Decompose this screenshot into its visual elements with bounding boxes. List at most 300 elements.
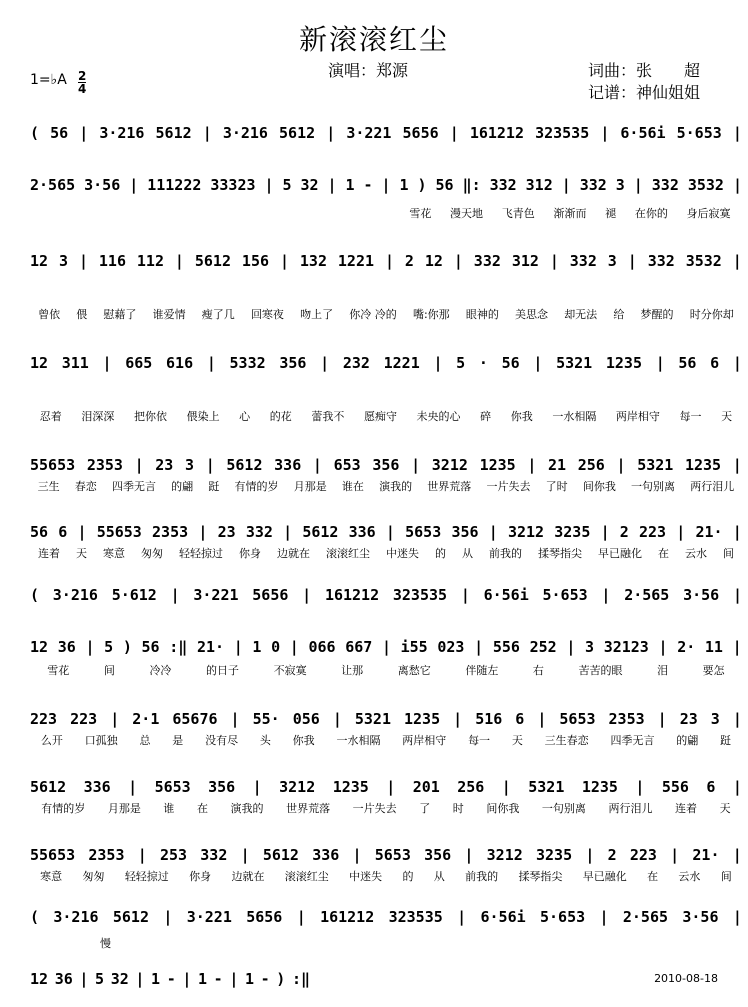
note-group: 311 [61, 354, 89, 372]
note-group: | [198, 523, 208, 541]
note-group: | [384, 252, 394, 270]
note-group: | [670, 846, 680, 864]
note-group: 0 [271, 638, 281, 656]
lyric-word: 一片失去 [352, 802, 397, 815]
note-group: 36 [57, 638, 76, 656]
lyric-word: 总 [139, 734, 151, 747]
note-group: 6·56i [480, 908, 526, 926]
lyric-word: 要怎 [702, 664, 725, 677]
note-group: 1235 [404, 710, 441, 728]
note-group: 556 [492, 638, 520, 656]
note-group: 21· [692, 846, 720, 864]
note-group: 336 [83, 778, 111, 796]
note-group: | [488, 523, 498, 541]
note-group: 3532 [685, 252, 722, 270]
note-group: | [658, 638, 668, 656]
lyric-word: 在你的 [634, 207, 668, 220]
note-group: | [302, 586, 312, 604]
note-group: 1 [151, 970, 161, 988]
note-group: 5 [104, 638, 114, 656]
lyric-word: 从 [462, 547, 473, 560]
note-group: 5·653 [542, 586, 588, 604]
lyric-word: 寒意 [40, 870, 63, 883]
lyric-word: 月那是 [107, 802, 141, 815]
note-group: 253 [159, 846, 188, 864]
note-group: 3·56 [84, 176, 121, 194]
note-group: | [453, 252, 463, 270]
lyric-word: 褪 [605, 207, 617, 220]
lyric-word: 早已融化 [598, 547, 642, 560]
note-group: 2 [404, 252, 414, 270]
note-group: 356 [208, 778, 236, 796]
note-group: 33323 [210, 176, 256, 194]
note-group: 2 [607, 846, 617, 864]
notation [30, 770, 742, 796]
lyric-word: 轻轻掠过 [179, 547, 223, 560]
note-group: 55653 [30, 456, 76, 474]
note-group: 12 [30, 354, 49, 372]
time-signature [78, 70, 86, 95]
note-group: | [453, 710, 463, 728]
score-line-1 [30, 116, 742, 152]
note-group: | [381, 176, 391, 194]
note-group: | [332, 710, 342, 728]
lyric-line-11 [30, 868, 742, 904]
lyric-word: 前我的 [489, 547, 522, 560]
notation [30, 515, 742, 541]
lyric-word: 泪 [657, 664, 669, 677]
note-group: 3 [585, 638, 595, 656]
note-group: | [464, 846, 474, 864]
lyric-line-6 [30, 545, 742, 581]
note-group: 32 [110, 970, 129, 988]
note-group: 556 [661, 778, 689, 796]
note-group: | [601, 586, 611, 604]
lyric-word: 偎染上 [186, 410, 220, 423]
note-group: | [732, 523, 742, 541]
lyric-word: 边就在 [277, 547, 310, 560]
note-group: | [732, 354, 742, 372]
key-signature: 1=♭A [30, 72, 67, 88]
note-group: 5321 [528, 778, 565, 796]
note-group: 2353 [86, 456, 123, 474]
note-group: 1235 [605, 354, 642, 372]
note-group: 55· [252, 710, 280, 728]
lyric-word: 嘴:你那 [412, 308, 450, 321]
lyric-word: 未央的心 [416, 410, 461, 423]
lyrics [30, 732, 742, 748]
note-group: 21· [196, 638, 225, 656]
lyric-word: 你我 [292, 734, 315, 747]
note-group: | [474, 638, 484, 656]
note-group: ‖: [462, 176, 481, 194]
note-group: 2353 [608, 710, 645, 728]
note-group: 5656 [246, 908, 283, 926]
note-group: | [381, 638, 391, 656]
date-stamp: 2010-08-18 [654, 972, 718, 985]
note-group: 332 [200, 846, 228, 864]
note-group: | [386, 778, 396, 796]
lyric-word: 了 [419, 802, 431, 815]
lyric-word: 从 [433, 870, 445, 883]
notation [30, 578, 742, 604]
lyric-word: 的翩 [676, 734, 699, 747]
lyric-word: 滚滚红尘 [284, 870, 329, 883]
note-group: | [732, 252, 742, 270]
note-group: | [627, 252, 637, 270]
note-group: 323535 [392, 586, 448, 604]
note-group: | [102, 354, 112, 372]
note-group: | [600, 523, 610, 541]
note-group: | [457, 908, 467, 926]
lyric-word: 梦醒的 [640, 308, 674, 321]
note-group: ( [30, 586, 40, 604]
lyric-word: 蕾我不 [311, 410, 345, 423]
note-group: 3 [710, 710, 720, 728]
lyric-word: 两行泪儿 [608, 802, 653, 815]
note-group: | [182, 970, 192, 988]
notation [30, 448, 742, 474]
note-group: i55 [400, 638, 428, 656]
composer-credit: 词曲：张 超 [588, 61, 701, 80]
lyric-line-2 [400, 205, 740, 241]
lyric-word: 演我的 [379, 480, 413, 493]
meter-bottom: 4 [78, 82, 87, 96]
note-group: 5321 [556, 354, 593, 372]
lyrics [30, 868, 742, 884]
notation [30, 838, 742, 864]
lyric-word: 不寂寞 [273, 664, 307, 677]
note-group: 5656 [402, 124, 439, 142]
note-group: | [633, 176, 643, 194]
lyric-word: 一片失去 [486, 480, 531, 493]
note-group: | [732, 456, 742, 474]
lyric-word: 伴随左 [465, 664, 499, 677]
note-group: 1235 [479, 456, 516, 474]
note-group: | [549, 252, 559, 270]
note-group: 5·653 [540, 908, 586, 926]
note-group: 3 [58, 252, 69, 270]
lyrics [30, 306, 742, 322]
lyric-line-10 [30, 800, 742, 836]
note-group: 55653 [96, 523, 142, 541]
lyric-word: 回寒夜 [250, 308, 284, 321]
note-group: 6·56i [620, 124, 666, 142]
note-group: | [411, 456, 421, 474]
lyric-word: 离愁它 [397, 664, 431, 677]
lyric-word: 演我的 [230, 802, 264, 815]
note-group: | [616, 456, 626, 474]
note-group: 223 [70, 710, 98, 728]
note-group: ( [30, 908, 40, 926]
lyric-word: 眼神的 [465, 308, 499, 321]
note-group: 1235 [332, 778, 369, 796]
note-group: 323535 [535, 124, 590, 142]
note-group: 6 [58, 523, 68, 541]
lyric-line-8 [30, 662, 742, 698]
note-group: · [478, 354, 488, 372]
lyric-word: 四季无言 [610, 734, 655, 747]
lyric-word: 你我 [510, 410, 533, 423]
lyric-word: 苦苦的眼 [578, 664, 623, 677]
notation [30, 702, 742, 728]
lyric-word: 连着 [675, 802, 698, 815]
lyric-word: 时 [452, 802, 464, 815]
note-group: | [137, 846, 147, 864]
note-group: 56 [678, 354, 697, 372]
lyric-word: 头 [259, 734, 271, 747]
note-group: | [352, 846, 362, 864]
note-group: | [163, 908, 173, 926]
note-group: 2353 [152, 523, 189, 541]
note-group: 5321 [637, 456, 674, 474]
lyric-word: 的 [435, 547, 446, 560]
note-group: 161212 [320, 908, 375, 926]
lyric-word: 跹 [208, 480, 220, 493]
lyric-word: 慰藉了 [103, 308, 137, 321]
lyric-word: 早已融化 [582, 870, 627, 883]
singer-credit: 演唱：郑源 [328, 61, 409, 80]
lyric-word: 雪花 [409, 207, 432, 220]
note-group: | [135, 970, 145, 988]
lyric-word: 愿痴守 [363, 410, 397, 423]
note-group: 11 [704, 638, 723, 656]
lyric-word: 边就在 [231, 870, 265, 883]
score-line-2 [30, 168, 742, 204]
lyric-word: 了时 [545, 480, 568, 493]
notation [30, 116, 742, 142]
note-group: 356 [451, 523, 479, 541]
note-group: 332 [245, 523, 273, 541]
note-group: 252 [529, 638, 557, 656]
lyric-word: 谁爱情 [152, 308, 186, 321]
note-group: 3235 [536, 846, 573, 864]
note-group: | [599, 908, 609, 926]
lyric-word: 谁 [163, 802, 175, 815]
note-group: 1 [198, 970, 208, 988]
lyric-word: 间 [103, 664, 115, 677]
note-group: 2 [619, 523, 629, 541]
note-group: | [732, 586, 742, 604]
note-group: | [527, 456, 537, 474]
lyric-word: 天 [719, 802, 731, 815]
notation [30, 630, 742, 656]
note-group: 3 [615, 176, 625, 194]
note-group: 2·565 [624, 586, 670, 604]
lyric-line-4 [30, 408, 742, 444]
lyric-word: 揉琴指尖 [518, 870, 563, 883]
note-group: 5612 [30, 778, 67, 796]
note-group: 56 [30, 523, 49, 541]
note-group: 23 [217, 523, 236, 541]
lyric-word: 渐渐而 [553, 207, 587, 220]
note-group: 3212 [431, 456, 468, 474]
note-group: 2353 [88, 846, 125, 864]
lyrics [30, 662, 742, 678]
note-group: 3235 [554, 523, 591, 541]
note-group: 5·612 [111, 586, 157, 604]
lyric-word: 一句别离 [631, 480, 676, 493]
lyric-word: 一水相隔 [336, 734, 381, 747]
note-group: 1221 [383, 354, 420, 372]
lyric-word: 世界荒落 [427, 480, 472, 493]
note-group: 3212 [279, 778, 316, 796]
lyric-word: 连着 [38, 547, 60, 560]
note-group: | [732, 710, 742, 728]
lyric-word: 匆匆 [141, 547, 163, 560]
note-group: | [732, 176, 742, 194]
note-group: | [327, 176, 337, 194]
note-group: ( [30, 124, 40, 142]
song-title: 新滚滚红尘 [298, 23, 449, 56]
note-group: | [289, 638, 299, 656]
note-group: 21· [695, 523, 723, 541]
lyric-word: 瘦了几 [201, 308, 235, 321]
note-group: 256 [457, 778, 485, 796]
note-group: | [655, 354, 665, 372]
note-group: 336 [274, 456, 302, 474]
note-group: | [561, 176, 571, 194]
lyric-word: 么开 [40, 734, 63, 747]
lyric-word: 间 [720, 870, 732, 883]
note-group: 256 [577, 456, 605, 474]
note-group: 616 [166, 354, 194, 372]
lyric-word: 云水 [678, 870, 701, 883]
note-group: 3212 [486, 846, 523, 864]
note-group: 56 [501, 354, 520, 372]
note-group: 1221 [337, 252, 375, 270]
note-group: | [134, 456, 144, 474]
lyric-word: 中迷失 [386, 547, 419, 560]
lyric-word: 每一 [679, 410, 702, 423]
note-group: 5 [282, 176, 292, 194]
note-group: 223 [629, 846, 657, 864]
note-group: - [166, 970, 176, 988]
note-group: | [312, 456, 322, 474]
note-group: 665 [125, 354, 153, 372]
lyric-line-9 [30, 732, 742, 768]
note-group: 3·216 [99, 124, 145, 142]
note-group: 23 [155, 456, 174, 474]
note-group: 12 [30, 638, 49, 656]
lyric-word: 中迷失 [349, 870, 383, 883]
note-group: | [320, 354, 330, 372]
note-group: | [79, 970, 89, 988]
lyric-word: 把你依 [133, 410, 167, 423]
score-line-8 [30, 630, 742, 666]
lyric-word: 间 [723, 547, 734, 560]
notation [30, 962, 310, 988]
note-group: :‖ [169, 638, 188, 656]
lyric-word: 给 [613, 308, 625, 321]
note-group: 6 [710, 354, 720, 372]
note-group: 56 [141, 638, 160, 656]
note-group: 5612 [262, 846, 299, 864]
lyric-word: 却无法 [564, 308, 598, 321]
note-group: | [585, 846, 595, 864]
lyric-word: 让那 [341, 664, 364, 677]
note-group: 6 [706, 778, 716, 796]
note-group: 112 [136, 252, 164, 270]
lyric-word: 的日子 [206, 664, 240, 677]
note-group: | [283, 523, 293, 541]
note-group: | [79, 124, 89, 142]
note-group: 5612 [155, 124, 192, 142]
note-group: 066 [308, 638, 336, 656]
note-group: 3·221 [186, 908, 232, 926]
note-group: 201 [412, 778, 440, 796]
lyric-word: 轻轻掠过 [124, 870, 169, 883]
lyric-word: 在 [658, 547, 669, 560]
note-group: | [635, 778, 645, 796]
note-group: 111222 [147, 176, 202, 194]
lyric-word: 时分你却 [689, 308, 734, 321]
note-group: 56 [50, 124, 69, 142]
lyric-word: 世界荒落 [286, 802, 331, 815]
note-group: 116 [98, 252, 126, 270]
note-group: 332 [569, 252, 597, 270]
lyric-word: 一句别离 [541, 802, 586, 815]
note-group: - [260, 970, 270, 988]
note-group: ) [122, 638, 132, 656]
lyric-word: 有情的岁 [234, 480, 279, 493]
note-group: 55653 [30, 846, 76, 864]
note-group: 5612 [279, 124, 316, 142]
note-group: | [252, 778, 262, 796]
note-group: 5612 [112, 908, 149, 926]
note-group: 232 [342, 354, 370, 372]
note-group: 332 [651, 176, 679, 194]
notation [30, 900, 742, 926]
note-group: 6 [515, 710, 525, 728]
note-group: | [433, 354, 443, 372]
note-group: ) [276, 970, 286, 988]
score-line-4 [30, 346, 742, 382]
note-group: 5656 [252, 586, 289, 604]
note-group: | [77, 523, 87, 541]
lyric-word: 两岸相守 [615, 410, 660, 423]
lyric-word: 美思念 [515, 308, 549, 321]
note-group: 12 [424, 252, 443, 270]
note-group: 5612 [226, 456, 263, 474]
lyric-word: 两岸相守 [402, 734, 447, 747]
note-group: 336 [312, 846, 340, 864]
lyric-word: 寒意 [103, 547, 125, 560]
lyrics [30, 545, 742, 561]
note-group: | [279, 252, 289, 270]
note-group: 332 [489, 176, 517, 194]
note-group: 1235 [581, 778, 618, 796]
note-group: 332 [647, 252, 675, 270]
note-group: | [85, 638, 95, 656]
note-group: | [676, 523, 686, 541]
note-group: 356 [372, 456, 400, 474]
lyric-word: 天 [76, 547, 87, 560]
lyric-word: 有情的岁 [41, 802, 86, 815]
note-group: | [240, 846, 250, 864]
note-group: | [600, 124, 610, 142]
lyric-word: 在 [196, 802, 208, 815]
lyric-line-5 [30, 478, 742, 514]
note-group: 12 [30, 252, 49, 270]
note-group: | [501, 778, 511, 796]
lyric-line-3 [30, 306, 742, 342]
note-group: 2·565 [30, 176, 76, 194]
lyric-word: 四季无言 [111, 480, 156, 493]
note-group: 336 [348, 523, 376, 541]
score-line-3 [30, 244, 742, 280]
note-group: | [128, 778, 138, 796]
